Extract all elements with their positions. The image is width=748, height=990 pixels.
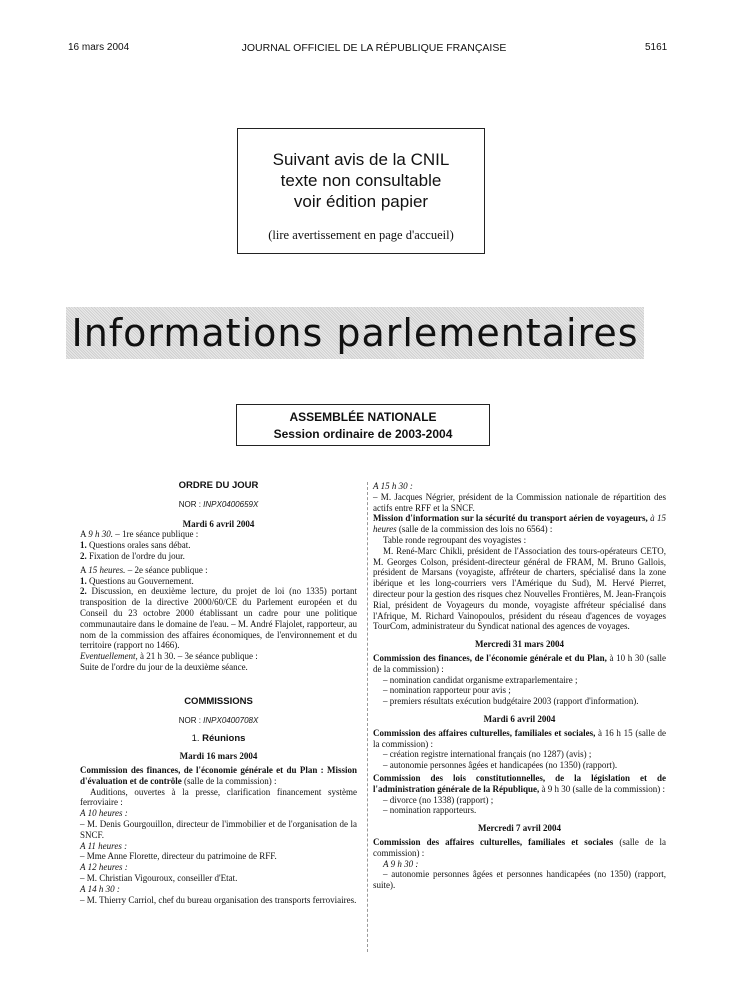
cnil-note: (lire avertissement en page d'accueil) <box>268 228 454 242</box>
cnil-line-2: texte non consultable <box>280 171 442 190</box>
agenda-item <box>80 551 357 562</box>
agenda-item: – divorce (no 1338) (rapport) ; <box>383 794 494 805</box>
time-slot: A 11 heures : <box>80 840 128 851</box>
column-divider <box>367 482 368 952</box>
speaker-entry: – M. Thierry Carriol, chef du bureau organisation des transports ferroviaires. <box>80 894 357 905</box>
table-ronde-title: Table ronde regroupant des voyagistes : <box>383 534 527 545</box>
agenda-rest: – 1re séance publique : <box>115 529 199 540</box>
commission-detail: à 9 h 30 (salle de la commission) : <box>541 783 665 794</box>
agenda-time: 9 h 30. <box>88 529 114 540</box>
section-banner <box>66 307 644 359</box>
time-slot: A 10 heures : <box>80 808 128 819</box>
commission-entry <box>373 837 666 859</box>
time-slot: A 9 h 30 : <box>383 858 419 869</box>
item-text: Fixation de l'ordre du jour. <box>89 550 185 561</box>
day-heading: Mardi 6 avril 2004 <box>182 518 255 529</box>
agenda-time: 15 heures. <box>88 564 126 575</box>
agenda-text: Suite de l'ordre du jour de la deuxième séance. <box>80 661 248 672</box>
agenda-line <box>80 529 357 540</box>
item-number: 1. <box>80 575 87 586</box>
item-text: Questions au Gouvernement. <box>89 575 194 586</box>
reunions-number: 1. <box>191 733 200 745</box>
commissions-title: COMMISSIONS <box>184 695 253 707</box>
assembly-box <box>236 404 490 446</box>
commission-entry <box>373 773 666 795</box>
right-column <box>373 481 666 891</box>
item-number: 2. <box>80 550 87 561</box>
commission-name: Mission d'information sur la sécurité du transport aérien de voyageurs, <box>373 513 648 524</box>
nor-line-1 <box>80 500 357 511</box>
commission-text: Auditions, ouvertes à la presse, clarification financement système ferroviaire : <box>80 786 357 808</box>
commission-detail: (salle de la commission) : <box>184 775 277 786</box>
agenda-prefix: A <box>80 564 87 575</box>
day-heading: Mercredi 7 avril 2004 <box>478 823 561 834</box>
left-column <box>80 481 357 905</box>
commission-name: Commission des lois constitutionnelles, de la législation et de l'administration générale de la République, <box>373 772 666 794</box>
cnil-line-1: Suivant avis de la CNIL <box>272 150 450 169</box>
agenda-line <box>80 651 357 662</box>
header-page-number: 5161 <box>645 42 668 53</box>
commission-entry <box>373 513 666 535</box>
nor-label: NOR : <box>178 499 201 509</box>
reunions-heading <box>80 734 357 745</box>
commission-detail: (salle de la commission) : <box>373 836 667 858</box>
speaker-entry: – M. Denis Gourgouillon, directeur de l'immobilier et de l'organisation de la SNCF. <box>80 818 357 840</box>
commission-entry <box>373 728 666 750</box>
agenda-item: – création registre international français (no 1287) (avis) ; <box>383 749 592 760</box>
commission-detail: à 10 h 30 (salle de la commission) : <box>373 652 666 674</box>
item-number: 1. <box>80 540 87 551</box>
commission-name: Commission des affaires culturelles, familiales et sociales <box>373 836 614 847</box>
table-ronde-text: M. René-Marc Chikli, président de l'Association des tours-opérateurs CETO, M. Georges Colson, président-directeur général de FRAM, M. Bruno Gallois, président de Marsans (voyagiste, affréteur de charters, spécialisé dans la zone ibérique et les long-courriers vers l'Amérique du Sud), M. Hervé Pierret, directeur pour la gestion des risques chez Nouvelles Frontières, M. Jean-François Rial, président de Voyageurs du monde, voyagiste affréteur spécialisé dans l'Afrique, M. Richard Vainopoulos, président du réseau d'agences de voyages TourCom, administrateur du Syndicat national des agences de voyages. <box>373 545 666 632</box>
speaker-entry: – M. Christian Vigouroux, conseiller d'Etat. <box>80 872 238 883</box>
time-slot: A 15 h 30 : <box>373 481 413 491</box>
commission-name: Commission des finances, de l'économie générale et du Plan, <box>373 652 607 663</box>
item-text: Questions orales sans débat. <box>89 540 191 551</box>
commission-detail: (salle de la commission des lois no 6564) : <box>398 524 553 535</box>
agenda-item <box>80 576 357 587</box>
item-number: 2. <box>80 586 87 597</box>
commission-detail: à 16 h 15 (salle de la commission) : <box>373 727 666 749</box>
header-journal-title: JOURNAL OFFICIEL DE LA RÉPUBLIQUE FRANÇAISE <box>241 42 507 54</box>
agenda-line <box>80 565 357 576</box>
time-slot: A 12 heures : <box>80 862 128 873</box>
day-heading: Mardi 6 avril 2004 <box>483 713 556 724</box>
nor-code: INPX0400659X <box>203 499 259 509</box>
ordre-du-jour-title: ORDRE DU JOUR <box>178 480 259 491</box>
nor-label: NOR : <box>178 715 201 725</box>
agenda-prefix: A <box>80 529 87 540</box>
time-slot: A 14 h 30 : <box>80 883 120 894</box>
item-text: Discussion, en deuxième lecture, du projet de loi (no 1335) portant transposition de la directive 2000/60/CE du Parlement européen et du Conseil du 23 octobre 2000 établissant un cadre pour une politique communautaire dans le domaine de l'eau. – M. André Flajolet, rapporteur, au nom de la commission des affaires économiques, de l'environnement et du territoire (rapport no 1466). <box>80 586 357 651</box>
speaker-entry: – M. Jacques Négrier, président de la Commission nationale de répartition des actifs entre RFF et la SNCF. <box>373 491 666 513</box>
nor-code: INPX0400708X <box>203 715 259 725</box>
speaker-entry: – Mme Anne Florette, directeur du patrimoine de RFF. <box>80 851 277 862</box>
agenda-item: – autonomie personnes âgées et handicapées (no 1350) (rapport). <box>383 760 618 771</box>
agenda-item: – nomination rapporteur pour avis ; <box>383 685 511 696</box>
cnil-line-3: voir édition papier <box>293 192 429 211</box>
day-heading: Mercredi 31 mars 2004 <box>475 639 564 650</box>
banner-title: Informations parlementaires <box>71 311 639 355</box>
agenda-item: – nomination candidat organisme extraparlementaire ; <box>383 674 578 685</box>
commission-name: Commission des affaires culturelles, familiales et sociales, <box>373 727 596 738</box>
agenda-rest: – 2e séance publique : <box>127 564 208 575</box>
assembly-name: ASSEMBLÉE NATIONALE <box>289 410 437 424</box>
cnil-notice-box <box>237 128 485 254</box>
agenda-item <box>80 586 357 651</box>
header-date: 16 mars 2004 <box>68 42 130 53</box>
agenda-item: – nomination rapporteurs. <box>383 805 477 816</box>
nor-line-2 <box>80 716 357 727</box>
assembly-session: Session ordinaire de 2003-2004 <box>273 427 453 441</box>
agenda-item <box>80 540 357 551</box>
agenda-item: – premiers résultats exécution budgétaire 2003 (rapport d'information). <box>383 696 639 707</box>
commission-name: Commission des finances, de l'économie générale et du Plan : Mission d'évaluation et de contrôle <box>80 764 357 786</box>
day-heading: Mardi 16 mars 2004 <box>179 751 258 762</box>
commission-entry <box>80 765 357 787</box>
reunions-title: Réunions <box>202 733 246 745</box>
eventual-label: Eventuellement, <box>80 651 138 662</box>
agenda-item: – autonomie personnes âgées et personnes handicapées (no 1350) (rapport, suite). <box>373 869 666 891</box>
eventual-rest: à 21 h 30. – 3e séance publique : <box>139 651 258 662</box>
commission-entry <box>373 653 666 675</box>
commission-time: à 15 heures <box>373 513 667 535</box>
